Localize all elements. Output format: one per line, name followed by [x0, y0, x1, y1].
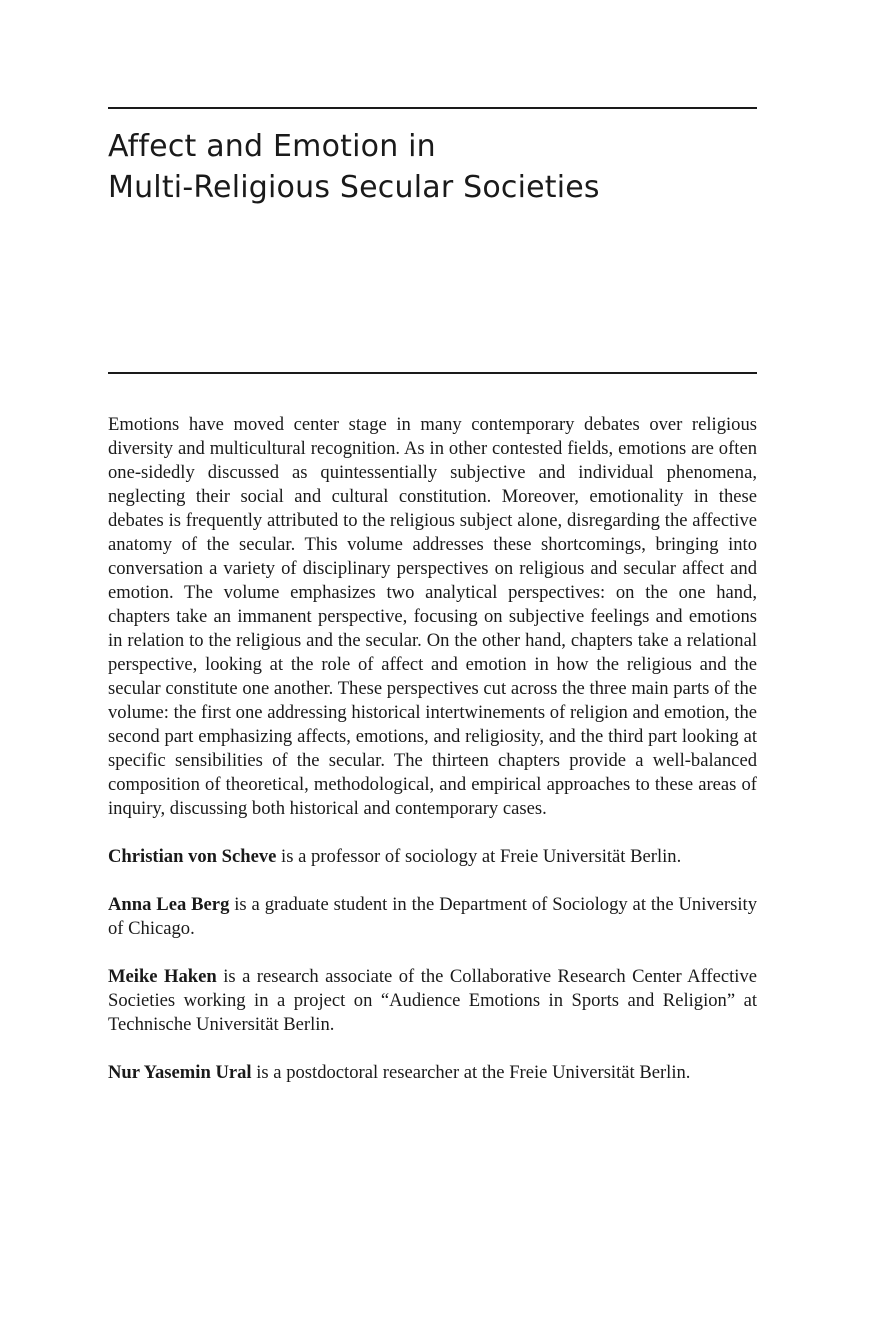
author-description: is a research associate of the Collaborative Research Center Affective Societies working in a project on “Audience Emotions in Sports and Religion” at Technische Universität Berlin. [108, 966, 758, 1035]
top-rule [108, 107, 757, 109]
book-description: Emotions have moved center stage in many contemporary debates over religious diversity and multicultural recognition. As in other contested fields, emotions are often one-sidedly discussed as quintessentially subjective and individual phenomena, neglecting their social and cultural constitution. Moreover, emotionality in these debates is frequently attributed to the religious subject alone, disregarding the affective anatomy of the secular. This volume addresses these shortcomings, bringing into conversation a variety of disciplinary perspectives on religious and secular affect and emotion. The volume emphasizes two analytical perspectives: on the one hand, chapters take an immanent perspective, focusing on subjective feelings and emotions in relation to the religious and the secular. On the other hand, chapters take a relational perspective, looking at the role of affect and emotion in how the religious and the secular constitute one another. These perspectives cut across the three main parts of the volume: the first one addressing historical intertwinements of religion and emotion, the second part emphasizing affects, emotions, and religiosity, and the third part looking at specific sensibilities of the secular. The thirteen chapters provide a well-balanced composition of theoretical, methodological, and empirical approaches to these areas of inquiry, discussing both historical and contemporary cases. [108, 414, 757, 819]
author-bio-haken [108, 965, 757, 1037]
author-description: is a professor of sociology at Freie Universität Berlin. [276, 846, 682, 867]
book-title-line-1: Affect and Emotion in [108, 129, 436, 164]
author-bio-berg [108, 893, 757, 941]
author-description: is a graduate student in the Department of Sociology at the University of Chicago. [108, 894, 757, 939]
author-description: is a postdoctoral researcher at the Freie Universität Berlin. [251, 1062, 691, 1083]
author-name: Nur Yasemin Ural [108, 1062, 252, 1083]
author-bio-ural [108, 1061, 757, 1085]
author-name: Anna Lea Berg [108, 894, 230, 915]
bottom-rule [108, 372, 757, 374]
book-title-line-2: Multi-Religious Secular Societies [108, 170, 600, 205]
author-name: Meike Haken [108, 966, 217, 987]
author-bio-von-scheve [108, 845, 757, 869]
page-content [108, 413, 757, 1085]
author-name: Christian von Scheve [108, 846, 277, 867]
book-title [108, 126, 757, 208]
